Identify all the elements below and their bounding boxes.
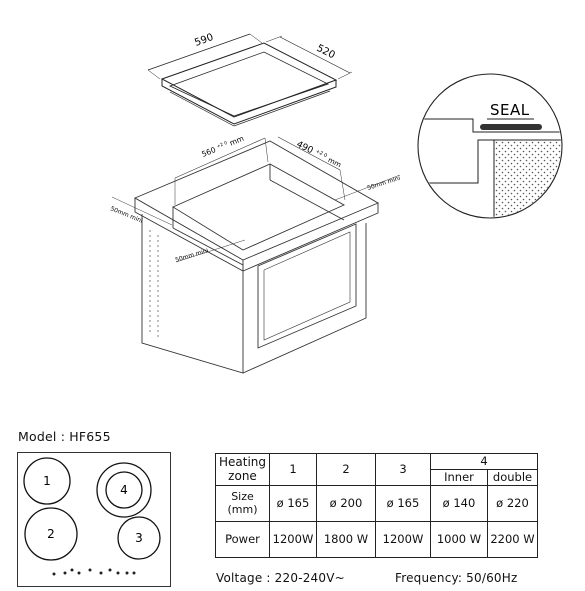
- size-cell: ø 220: [488, 486, 538, 522]
- control-dot[interactable]: [53, 573, 56, 576]
- zone-header-3: 3: [376, 454, 431, 486]
- zone-3-label: 3: [135, 531, 143, 545]
- inner-header: Inner: [431, 470, 488, 486]
- zone-header-1: 1: [270, 454, 317, 486]
- power-cell: 2200 W: [488, 522, 538, 558]
- control-dot[interactable]: [117, 572, 120, 575]
- hob-width-label: 590: [193, 31, 215, 49]
- size-row-label: Size (mm): [216, 486, 270, 522]
- hob-depth-label: 520: [314, 42, 337, 62]
- clearance-front-label: 50mm mini: [174, 247, 210, 264]
- control-dot[interactable]: [100, 572, 103, 575]
- zone-header-2: 2: [317, 454, 376, 486]
- model-label: Model : HF655: [18, 429, 111, 444]
- power-cell: 1000 W: [431, 522, 488, 558]
- control-dot[interactable]: [133, 572, 136, 575]
- power-cell: 1200W: [270, 522, 317, 558]
- control-dot[interactable]: [109, 569, 112, 572]
- control-dot[interactable]: [71, 569, 74, 572]
- seal-label: SEAL: [490, 101, 530, 119]
- control-dot[interactable]: [126, 572, 129, 575]
- control-dot[interactable]: [89, 569, 92, 572]
- voltage-label: Voltage : 220-240V~: [216, 571, 345, 585]
- cutout-width-label: 560 $^{+2 0}$ mm: [200, 133, 246, 159]
- power-cell: 1800 W: [317, 522, 376, 558]
- heating-zone-header: Heating zone: [216, 454, 270, 486]
- cabinet-drawing: [112, 137, 400, 373]
- seal-detail: [416, 74, 565, 220]
- zone-1-label: 1: [43, 474, 51, 488]
- double-header: double: [488, 470, 538, 486]
- control-dot[interactable]: [78, 572, 81, 575]
- clearance-right-label: 50mm mini: [366, 174, 402, 192]
- frequency-label: Frequency: 50/60Hz: [395, 571, 518, 585]
- cutout-depth-label: 490 $^{+2 0}$ $_{mm}$: [294, 139, 343, 170]
- size-cell: ø 200: [317, 486, 376, 522]
- size-cell: ø 165: [270, 486, 317, 522]
- power-row-label: Power: [216, 522, 270, 558]
- hob-top-view: [17, 452, 172, 590]
- power-cell: 1200W: [376, 522, 431, 558]
- clearance-left-label: 50mm mini: [109, 205, 144, 225]
- zone-2-label: 2: [47, 527, 55, 541]
- zone-4-label: 4: [120, 483, 128, 497]
- size-cell: ø 165: [376, 486, 431, 522]
- zone-header-4: 4: [431, 454, 538, 470]
- spec-table: [215, 453, 538, 558]
- control-dot[interactable]: [64, 572, 67, 575]
- size-cell: ø 140: [431, 486, 488, 522]
